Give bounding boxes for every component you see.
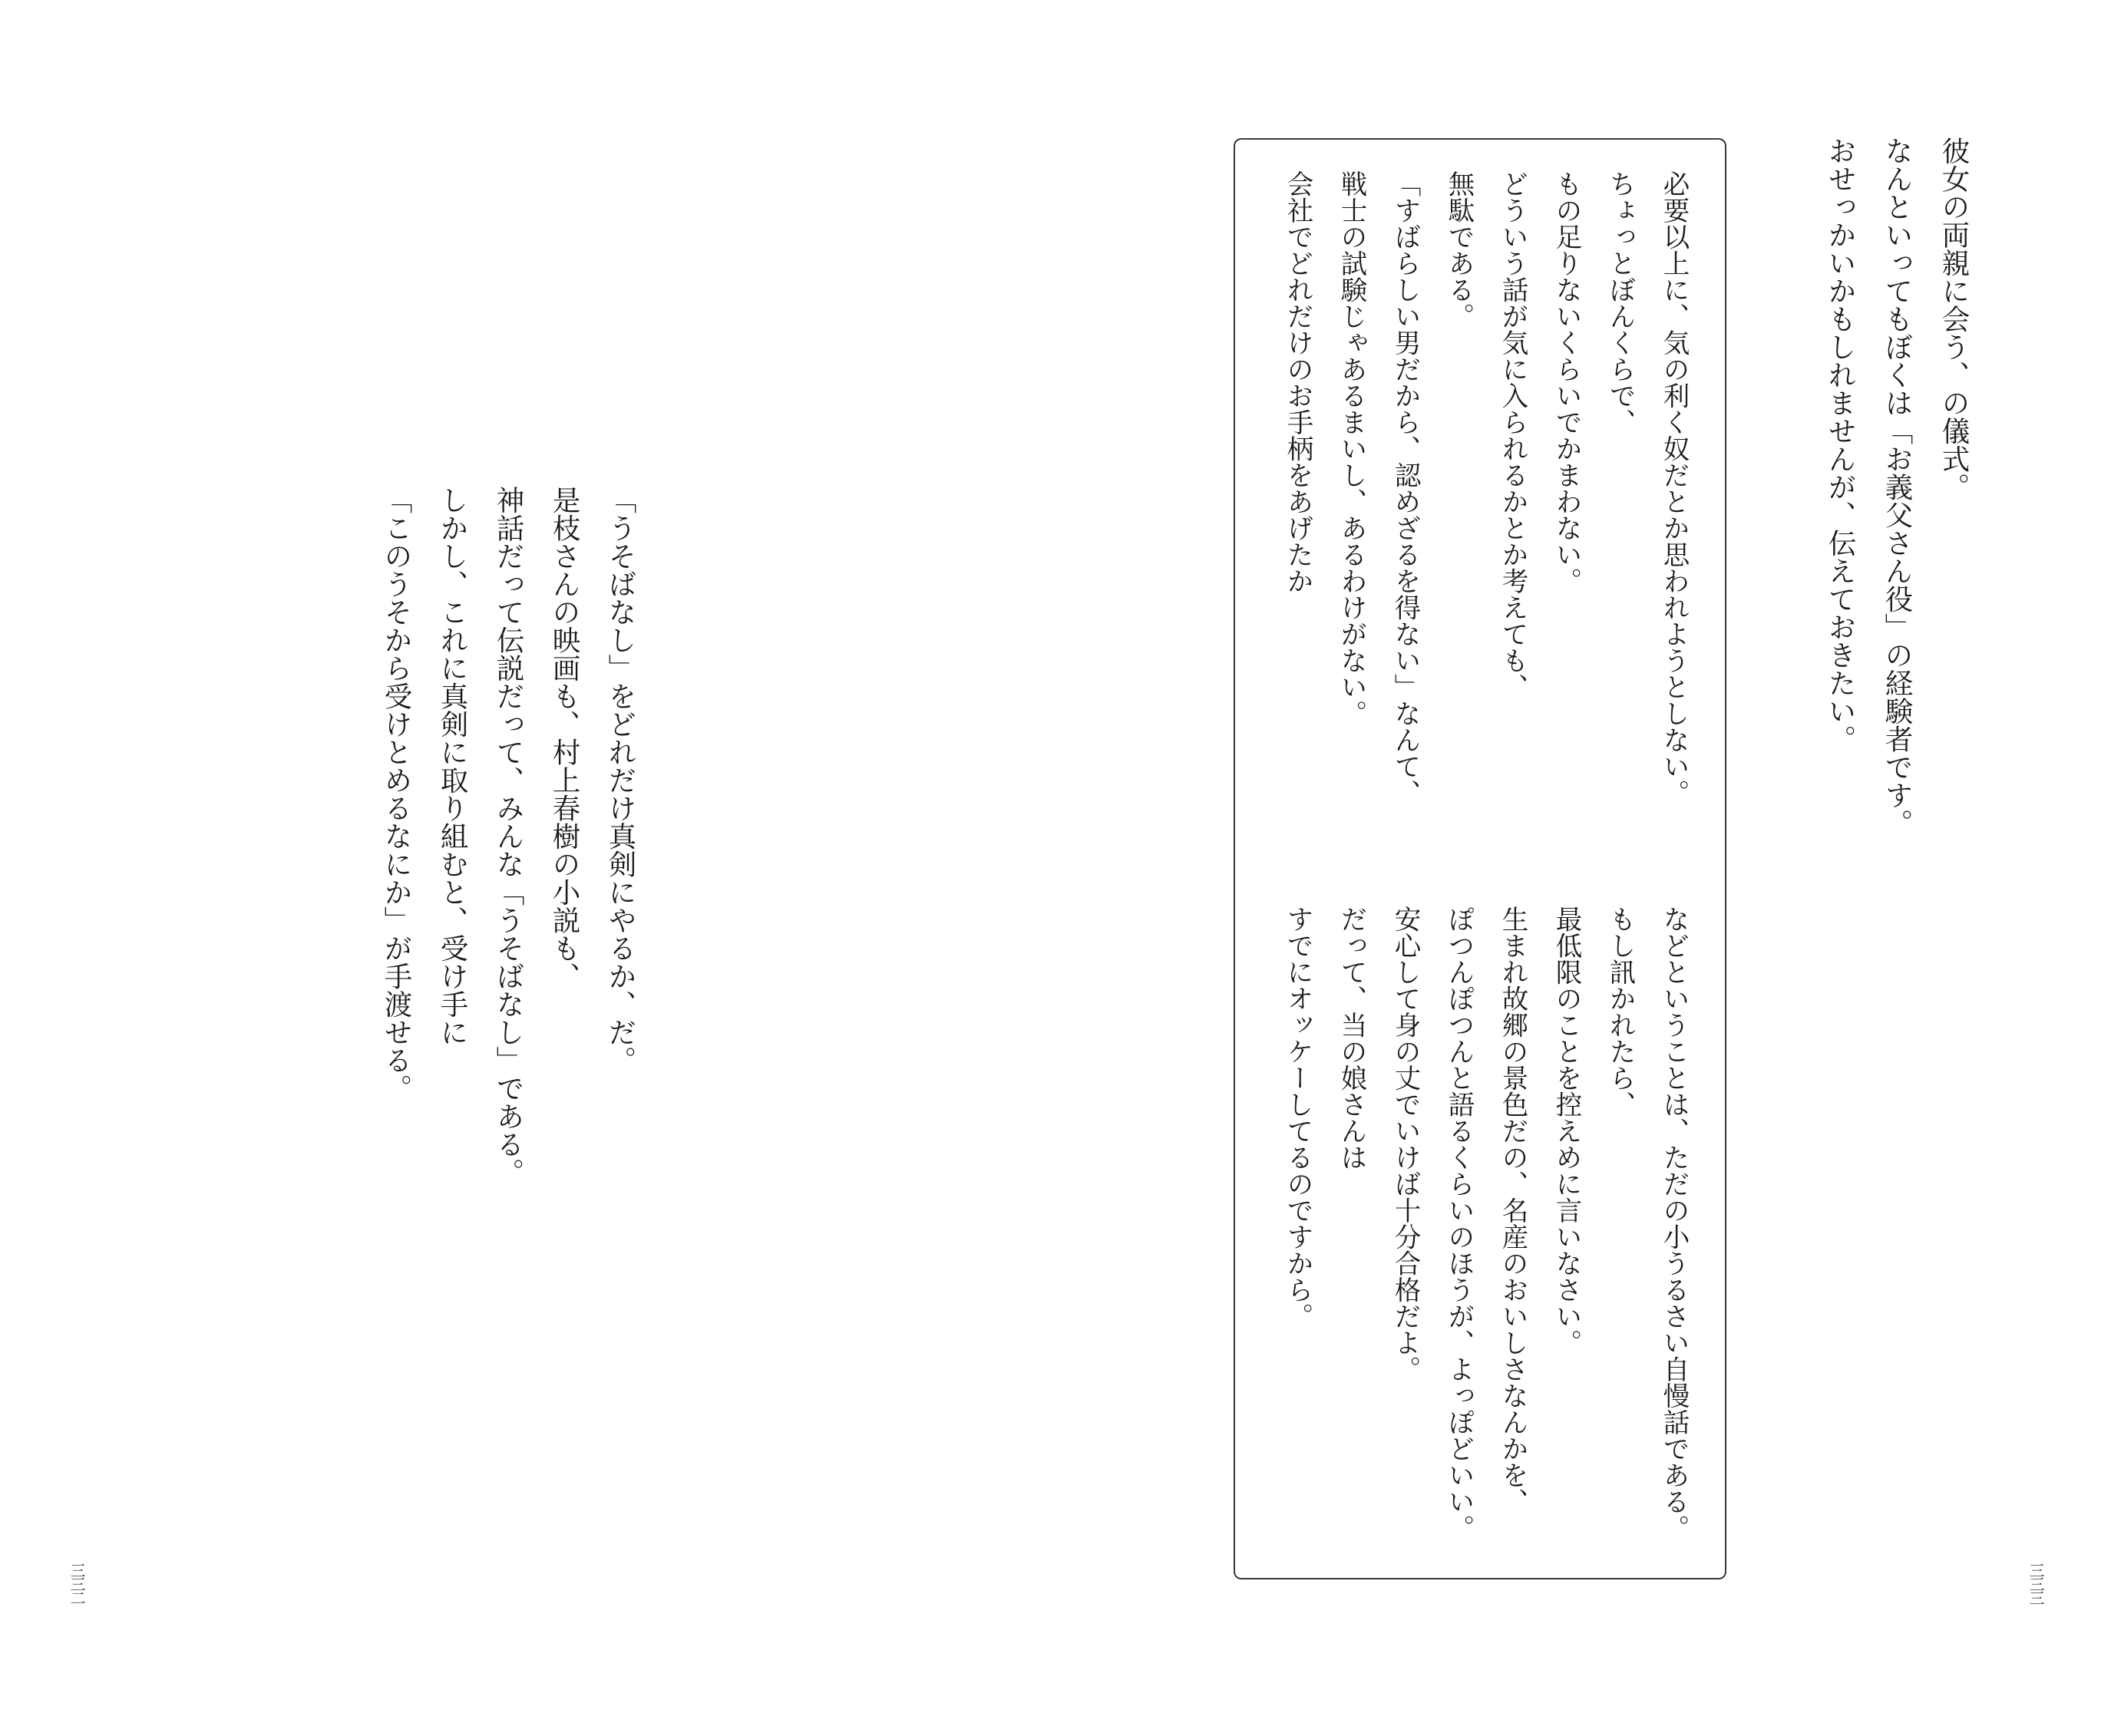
advice-line: どういう話が気に入られるかとか考えても、 [1497,170,1528,700]
intro-line: おせっかいかもしれませんが、伝えておきたい。 [1824,137,1857,753]
advice-line: ぽつんぽつんと語るくらいのほうが、よっぽどいい。 [1443,906,1474,1541]
advice-line: 必要以上に、気の利く奴だとか思われようとしない。 [1658,170,1689,806]
advice-line: 「すばらしい男だから、認めざるを得ない」なんて、 [1389,170,1420,806]
advice-line: 無駄である。 [1443,170,1474,329]
intro-line: 彼女の両親に会う、の儀式。 [1938,137,1971,501]
paragraph-line: しかし、これに真剣に取り組むと、受け手に [436,486,469,1046]
advice-line: 最低限のことを控えめに言いなさい。 [1551,906,1581,1356]
paragraph-line: 「うそばなし」をどれだけ真剣にやるか、だ。 [604,486,637,1074]
left-page-text [368,486,649,1253]
intro-line: なんといってもぼくは「お義父さん役」の経験者です。 [1881,137,1914,837]
page-number-left: 三三二 [68,1563,86,1604]
advice-line: ちょっとぼんくらで、 [1604,170,1635,435]
advice-line: すでにオッケーしてるのですから。 [1282,906,1313,1329]
intro-text [1812,137,1982,837]
paragraph-line: 神話だって伝説だって、みんな「うそばなし」である。 [492,486,525,1186]
advice-line: などということは、ただの小うるさい自慢話である。 [1658,906,1689,1541]
page-number-right: 三三三 [2027,1563,2045,1604]
advice-line: 会社でどれだけのお手柄をあげたか [1282,170,1313,594]
advice-line: 戦士の試験じゃあるまいし、あるわけがない。 [1336,170,1366,727]
paragraph-line: 「このうそから受けとめるなにか」が手渡せる。 [380,486,413,1102]
advice-line: 生まれ故郷の景色だの、名産のおいしさなんかを、 [1497,906,1528,1515]
advice-line: だって、当の娘さんは [1336,906,1366,1170]
advice-line: もの足りないくらいでかまわない。 [1551,170,1581,594]
advice-line: 安心して身の丈でいけば十分合格だよ。 [1389,906,1420,1382]
paragraph-line: 是枝さんの映画も、村上春樹の小説も、 [548,486,581,990]
advice-box-lower-text [1270,906,1700,1566]
advice-box-upper-text [1270,170,1700,830]
advice-line: もし訊かれたら、 [1604,906,1635,1117]
